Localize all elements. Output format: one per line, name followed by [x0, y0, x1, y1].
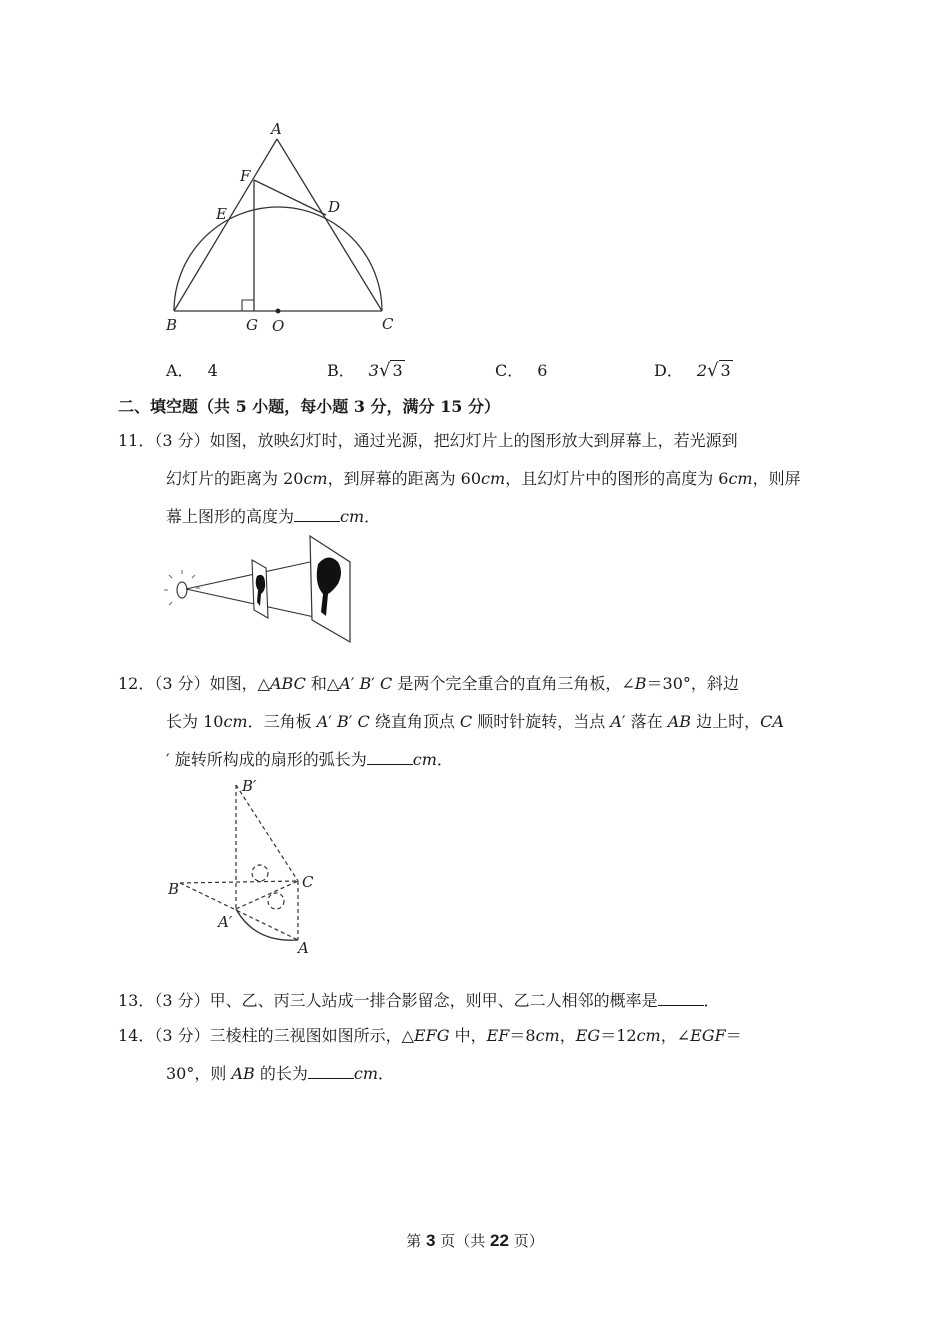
label-e: E — [216, 205, 227, 223]
option-a: A． 4 — [166, 361, 218, 380]
segment-fd — [254, 180, 326, 215]
label-b: B — [166, 316, 178, 334]
inner-circle-1 — [252, 865, 268, 881]
answer-blank — [367, 750, 413, 765]
edge-ap-c — [236, 881, 298, 909]
q14-line2: 30°，则 AB 的长为 cm． — [166, 1064, 395, 1083]
q11-figure — [160, 532, 360, 647]
edge-b-c — [180, 881, 298, 883]
side-ab — [174, 139, 277, 311]
label-d: D — [328, 198, 341, 216]
label-o: O — [272, 317, 285, 335]
label-a: A — [298, 939, 309, 955]
q13-line: 13．（3 分）甲、乙、丙三人站成一排合影留念，则甲、乙二人相邻的概率是 ． — [118, 991, 720, 1010]
page-footer: 第 3 页（共 22 页） — [406, 1231, 544, 1250]
center-point-o — [276, 309, 281, 314]
edge-bp-c — [236, 785, 298, 881]
label-b: B — [168, 880, 180, 898]
label-c: C — [382, 315, 394, 333]
label-f: F — [240, 167, 251, 185]
answer-blank — [658, 991, 704, 1006]
q12-figure — [160, 775, 330, 955]
answer-blank — [294, 507, 340, 522]
label-c: C — [302, 873, 314, 891]
label-a: A — [271, 120, 282, 138]
edge-b-a — [180, 883, 298, 940]
q12-line2: 长为 10cm．三角板 A′ B′ C 绕直角顶点 C 顺时针旋转，当点 A′ 落在 AB 边上时，CA — [166, 712, 784, 731]
option-d: D． 2√ 3 — [654, 360, 731, 381]
answer-blank — [308, 1064, 354, 1079]
option-c: C． 6 — [495, 361, 548, 380]
q12-line1: 12．（3 分）如图，△ABC 和△A′ B′ C 是两个完全重合的直角三角板，∠B＝30°，斜边 — [118, 674, 739, 693]
q11-line2: 幻灯片的距离为 20cm，到屏幕的距离为 60cm，且幻灯片中的图形的高度为 6cm，则屏 — [166, 469, 801, 488]
inner-circle-2 — [268, 893, 284, 909]
label-g: G — [246, 316, 258, 334]
label-bp: B′ — [242, 777, 257, 795]
right-angle-mark — [242, 300, 254, 311]
side-ac — [277, 139, 382, 311]
q11-line1: 11．（3 分）如图，放映幻灯时，通过光源，把幻灯片上的图形放大到屏幕上，若光源到 — [118, 431, 738, 450]
label-ap: A′ — [218, 913, 233, 931]
section-heading: 二、填空题（共 5 小题，每小题 3 分，满分 15 分） — [118, 397, 500, 416]
option-b: B． 3√ 3 — [327, 360, 403, 381]
q14-line1: 14．（3 分）三棱柱的三视图如图所示，△EFG 中，EF＝8cm，EG＝12cm，∠EGF＝ — [118, 1026, 742, 1045]
q11-line3: 幕上图形的高度为 cm． — [166, 507, 381, 526]
q12-line3: ′ 旋转所构成的扇形的弧长为 cm． — [166, 750, 453, 769]
q10-figure — [150, 115, 430, 345]
